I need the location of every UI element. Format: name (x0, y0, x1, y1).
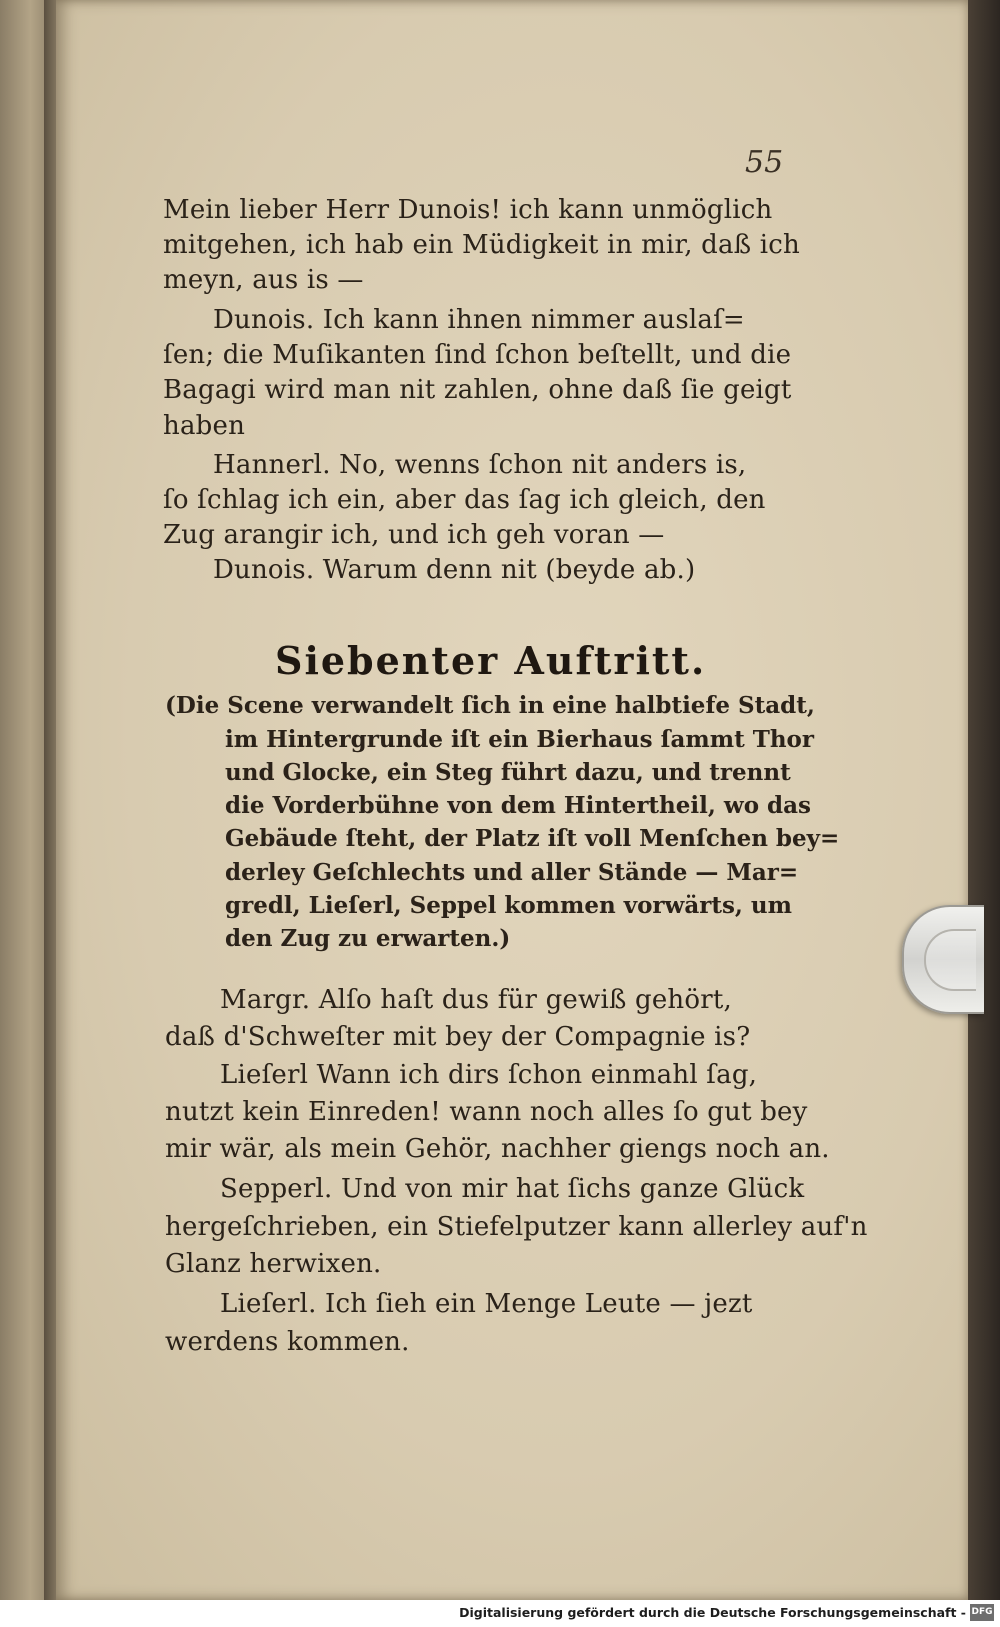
text-line: daß d'Schweſter mit bey der Compagnie is? (165, 1022, 751, 1052)
speaker-line: Lieſerl Wann ich dirs ſchon einmahl ſag, (220, 1060, 758, 1090)
text-line: Bagagi wird man nit zahlen, ohne daß ſie geigt (163, 375, 792, 405)
text-line: meyn, aus is — (163, 265, 364, 295)
dfg-logo-icon: DFG (970, 1604, 994, 1621)
text-line: Mein lieber Herr Dunois! ich kann unmöglich (163, 195, 773, 225)
text-line: Glanz herwixen. (165, 1249, 382, 1279)
text-line: mitgehen, ich hab ein Müdigkeit in mir, daß ich (163, 230, 800, 260)
stage-direction-line: die Vorderbühne von dem Hintertheil, wo das (225, 792, 811, 819)
speaker-line: Margr. Alſo haſt dus für gewiß gehört, (220, 985, 732, 1015)
speaker-line: Dunois. Ich kann ihnen nimmer auslaſ= (213, 305, 745, 335)
text-line: ſen; die Muſikanten ſind ſchon beſtellt, und die (163, 340, 792, 370)
stage-direction-line: Gebäude ſteht, der Platz iſt voll Menſchen bey= (225, 825, 840, 852)
stage-direction-line: im Hintergrunde iſt ein Bierhaus ſammt Thor (225, 726, 815, 753)
text-line: ſo ſchlag ich ein, aber das ſag ich gleich, den (163, 485, 766, 515)
text-line: Zug arangir ich, und ich geh voran — (163, 520, 665, 550)
text-line: werdens kommen. (165, 1327, 410, 1357)
text-line: hergeſchrieben, ein Stiefelputzer kann allerley auf'n (165, 1212, 868, 1242)
stage-direction-line: gredl, Lieſerl, Seppel kommen vorwärts, um (225, 892, 792, 919)
page-number: 55 (745, 145, 784, 180)
speaker-line: Sepperl. Und von mir hat ſichs ganze Glück (220, 1174, 805, 1204)
stage-direction-line: und Glocke, ein Steg führt dazu, und trennt (225, 759, 791, 786)
clip-loop (924, 929, 976, 991)
speaker-line: Hannerl. No, wenns ſchon nit anders is, (213, 450, 747, 480)
text-line: mir wär, als mein Gehör, nachher giengs noch an. (165, 1134, 830, 1164)
stage-direction-line: den Zug zu erwarten.) (225, 925, 511, 952)
stage-direction-line: (Die Scene verwandelt ſich in eine halbtiefe Stadt, (165, 692, 815, 719)
text-line: nutzt kein Einreden! wann noch alles ſo gut bey (165, 1097, 808, 1127)
page-edge-shadow (968, 0, 1000, 1600)
scene-heading: Siebenter Auftritt. (275, 638, 707, 683)
text-line: haben (163, 411, 246, 441)
speaker-line: Dunois. Warum denn nit (beyde ab.) (213, 555, 696, 585)
speaker-line: Lieſerl. Ich ſieh ein Menge Leute — jezt (220, 1289, 753, 1319)
stage-direction-line: derley Geſchlechts und aller Stände — Mar= (225, 859, 799, 886)
page-clip-icon (902, 905, 984, 1014)
footer-bar (0, 1600, 1000, 1627)
funding-credit: Digitalisierung gefördert durch die Deutsche Forschungsgemeinschaft - (459, 1605, 966, 1620)
